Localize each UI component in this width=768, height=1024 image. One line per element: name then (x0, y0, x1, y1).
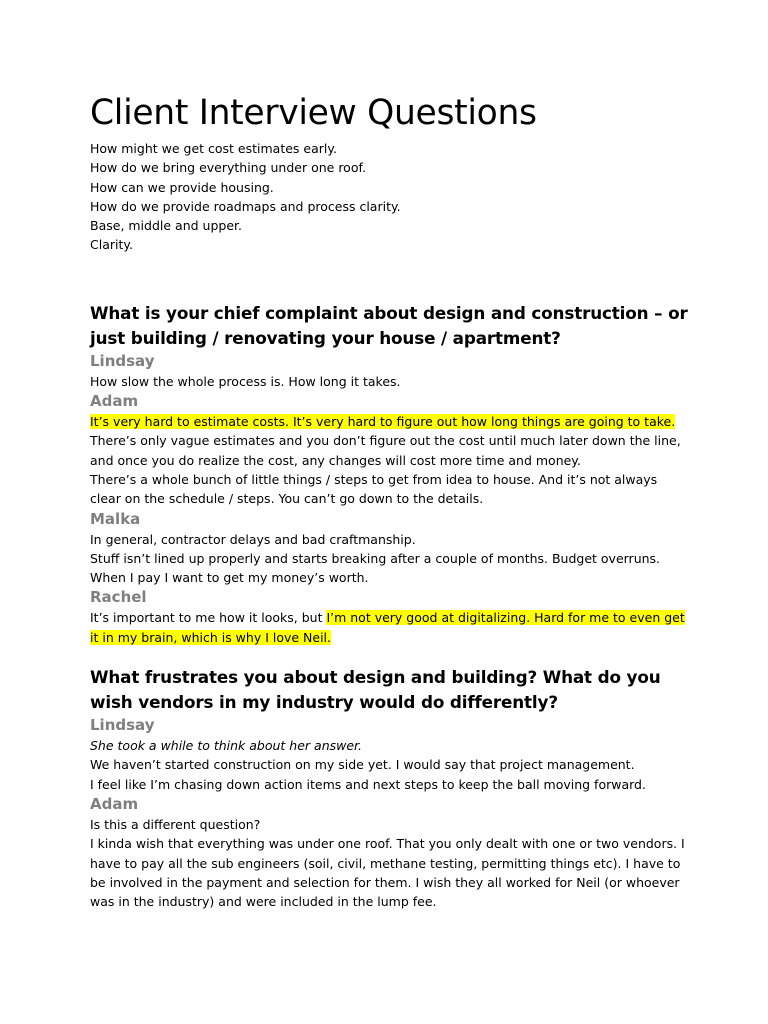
question-heading: What frustrates you about design and building? What do you wish vendors in my industry would do differently? (90, 667, 661, 713)
question-section-2 (90, 665, 690, 911)
plain-text: It’s important to me how it looks, but (90, 610, 327, 626)
speaker-name: Adam (90, 794, 139, 813)
speaker-name: Lindsay (90, 716, 155, 735)
intro-line: How can we provide housing. (90, 179, 274, 195)
intro-line: Base, middle and upper. (90, 218, 242, 234)
highlighted-text: I’m not very good at digitalizing. Hard for me to even get it in my brain, which is why I love Neil. (90, 610, 685, 645)
intro-line: Clarity. (90, 237, 133, 253)
speaker-name: Malka (90, 509, 141, 528)
answer-paragraph: I feel like I’m chasing down action items and next steps to keep the ball moving forward. (90, 776, 646, 792)
answer-paragraph: There’s a whole bunch of little things / steps to get from idea to house. And it’s not always clear on the schedule / steps. You can’t go down to the details. (90, 471, 658, 507)
speaker-name: Lindsay (90, 351, 155, 370)
intro-line: How do we bring everything under one roof. (90, 160, 366, 176)
answer-paragraph: When I pay I want to get my money’s worth. (90, 570, 369, 586)
answer-paragraph: Stuff isn’t lined up properly and starts breaking after a couple of months. Budget overruns. (90, 550, 661, 566)
speaker-name: Rachel (90, 588, 147, 607)
document-page (90, 90, 690, 911)
interviewer-note: She took a while to think about her answer. (90, 738, 363, 754)
answer-paragraph: I kinda wish that everything was under one roof. That you only dealt with one or two vendors. I have to pay all the sub engineers (soil, civil, methane testing, permitting things etc). I have to be involved in the payment and selection for them. I wish they all worked for Neil (or whoever was in the industry) and were included in the lump fee. (90, 836, 685, 910)
speaker-name: Adam (90, 392, 139, 411)
intro-line: How do we provide roadmaps and process clarity. (90, 198, 401, 214)
answer-paragraph: We haven’t started construction on my side yet. I would say that project management. (90, 757, 635, 773)
answer-paragraph: There’s only vague estimates and you don’t figure out the cost until much later down the line, and once you do realize the cost, any changes will cost more time and money. (90, 433, 681, 468)
answer-paragraph (90, 412, 690, 431)
highlighted-text: It’s very hard to estimate costs. It’s very hard to figure out how long things are going to take. (90, 414, 676, 430)
answer-paragraph: How slow the whole process is. How long it takes. (90, 373, 401, 389)
answer-paragraph: Is this a different question? (90, 816, 261, 832)
answer-paragraph: In general, contractor delays and bad craftmanship. (90, 531, 416, 547)
intro-list (90, 139, 690, 255)
question-section-1 (90, 301, 690, 647)
answer-paragraph (90, 608, 690, 647)
intro-line: How might we get cost estimates early. (90, 141, 337, 156)
question-heading: What is your chief complaint about design and construction – or just building / renovating your house / apartment? (90, 302, 688, 348)
document-title: Client Interview Questions (90, 93, 537, 133)
